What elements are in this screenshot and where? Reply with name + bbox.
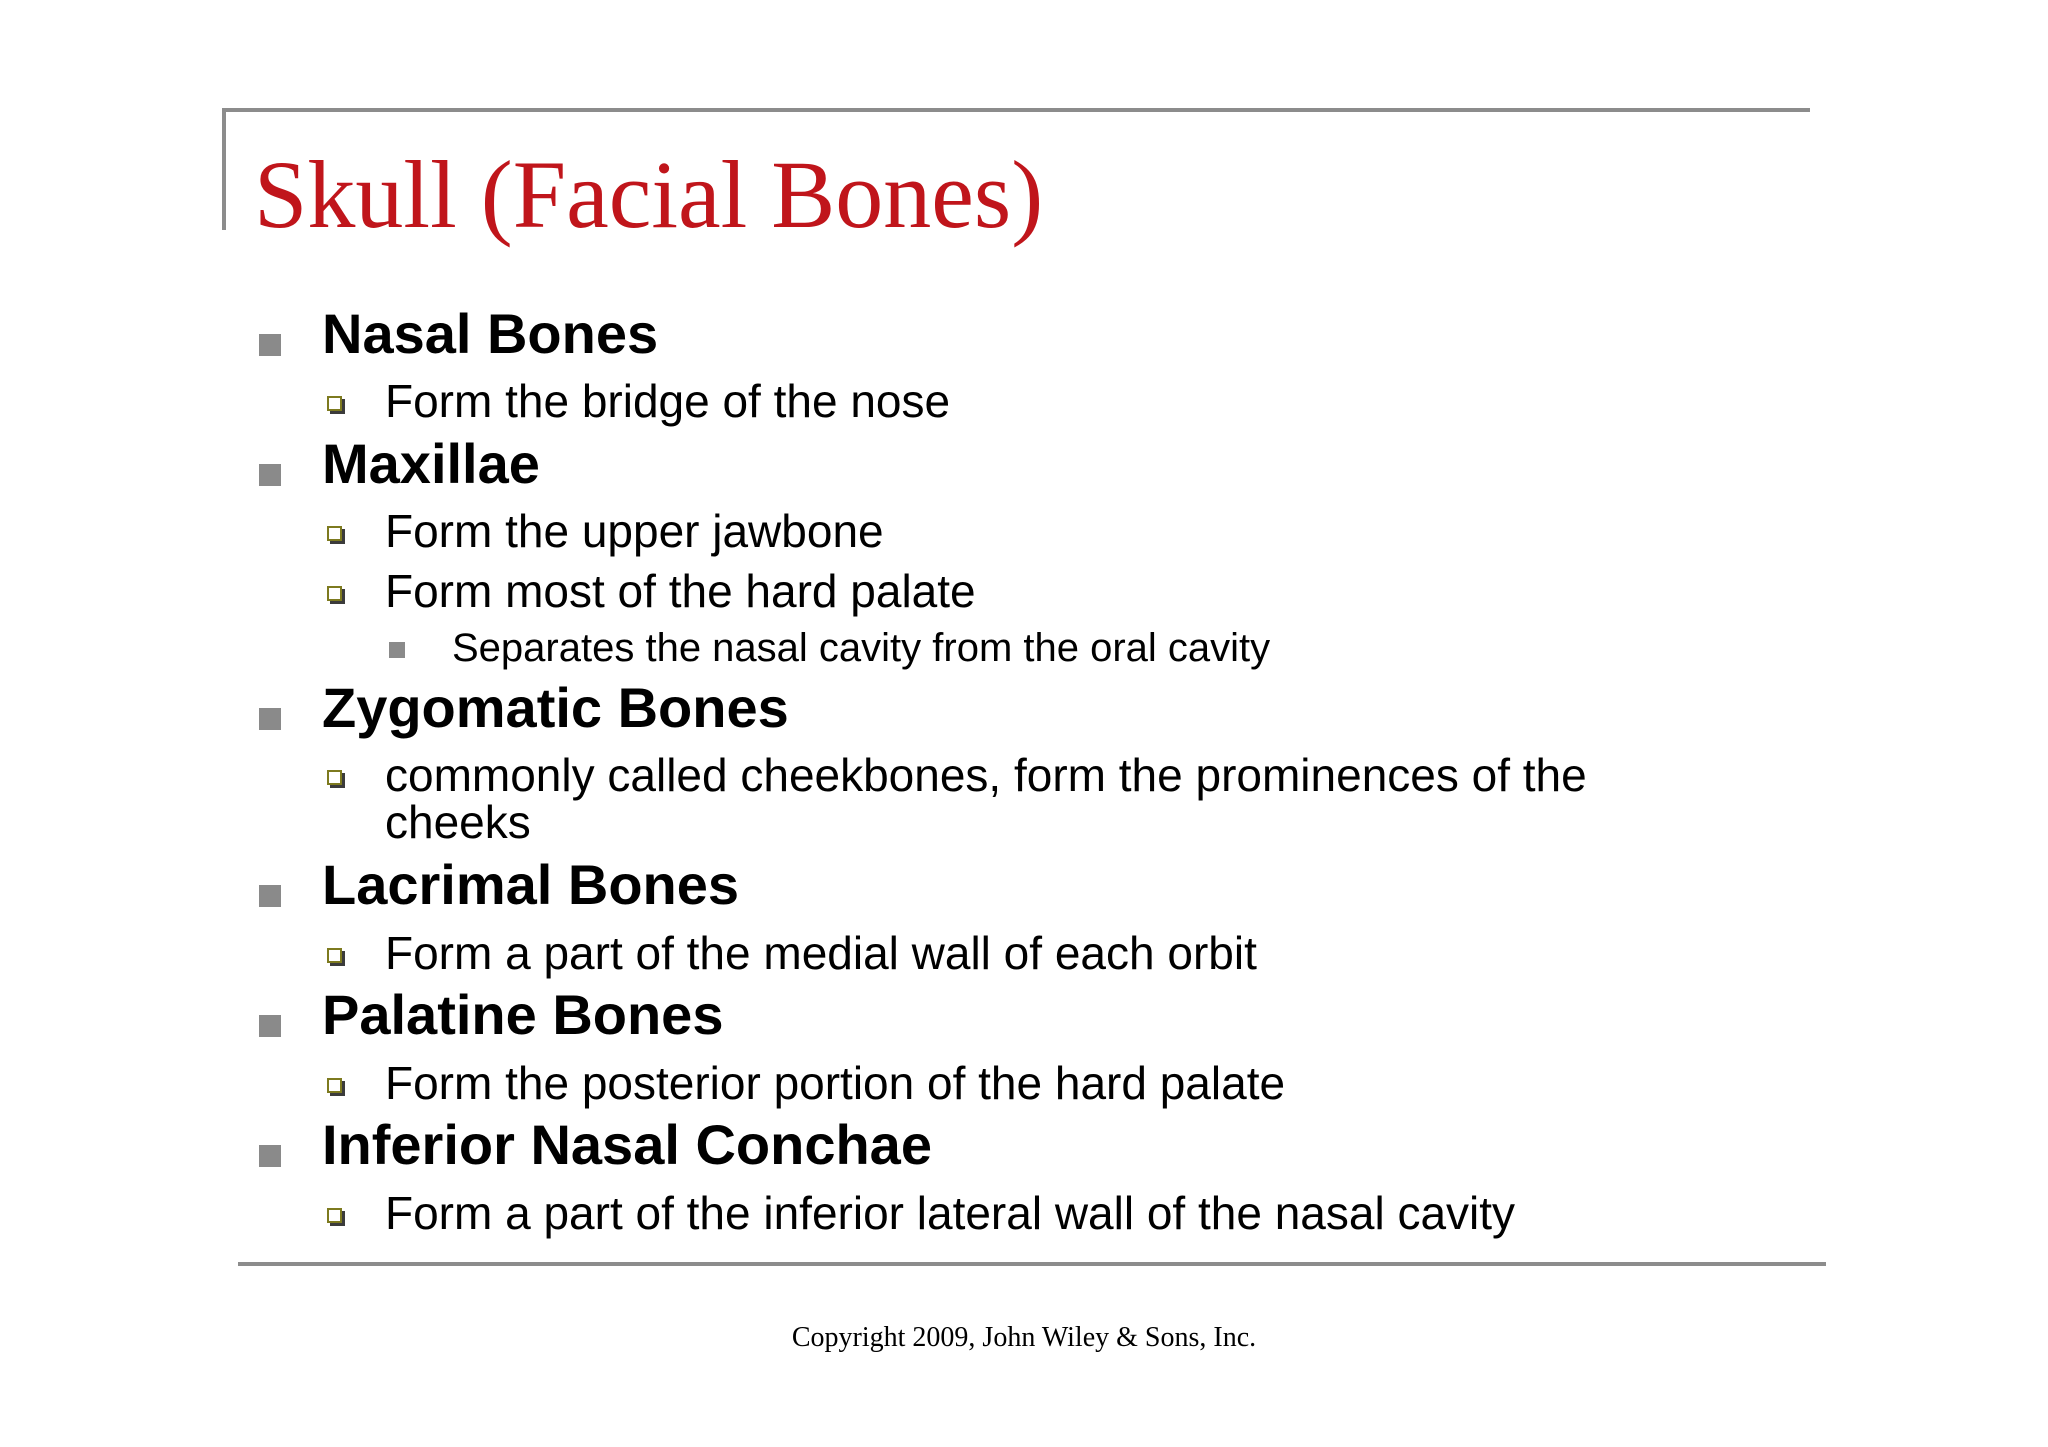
point-nasal-bones-1: Form the bridge of the nose — [385, 375, 951, 427]
heading-zygomatic-bones: Zygomatic Bones — [322, 676, 789, 739]
box-bullet-icon — [327, 396, 342, 411]
left-rule — [222, 108, 226, 230]
box-bullet-icon — [327, 526, 342, 541]
bottom-rule — [238, 1262, 1826, 1266]
square-bullet-icon — [259, 464, 281, 486]
box-bullet-icon — [327, 1078, 342, 1093]
top-rule — [222, 108, 1810, 112]
point-lacrimal-bones-1: Form a part of the medial wall of each orbit — [385, 927, 1257, 979]
point-zygomatic-bones-1: commonly called cheekbones, form the prominences of the — [385, 749, 1587, 801]
square-bullet-icon — [259, 708, 281, 730]
slide-title: Skull (Facial Bones) — [254, 141, 1044, 248]
heading-nasal-bones: Nasal Bones — [322, 302, 659, 365]
point-maxillae-2: Form most of the hard palate — [385, 565, 976, 617]
square-bullet-icon — [259, 885, 281, 907]
square-bullet-icon — [259, 1145, 281, 1167]
square-bullet-icon — [259, 1015, 281, 1037]
heading-inferior-nasal-conchae: Inferior Nasal Conchae — [322, 1113, 932, 1176]
square-bullet-icon — [259, 334, 281, 356]
heading-lacrimal-bones: Lacrimal Bones — [322, 853, 740, 916]
box-bullet-icon — [327, 1208, 342, 1223]
point-zygomatic-bones-continuation: cheeks — [385, 796, 531, 848]
heading-maxillae: Maxillae — [322, 432, 540, 495]
heading-palatine-bones: Palatine Bones — [322, 983, 724, 1046]
point-maxillae-1: Form the upper jawbone — [385, 505, 884, 557]
box-bullet-icon — [327, 586, 342, 601]
box-bullet-icon — [327, 770, 342, 785]
copyright-footer: Copyright 2009, John Wiley & Sons, Inc. — [791, 1322, 1257, 1353]
small-square-bullet-icon — [389, 642, 405, 658]
point-inferior-nasal-conchae-1: Form a part of the inferior lateral wall of the nasal cavity — [385, 1187, 1516, 1239]
box-bullet-icon — [327, 948, 342, 963]
point-palatine-bones-1: Form the posterior portion of the hard palate — [385, 1057, 1286, 1109]
subpoint-maxillae: Separates the nasal cavity from the oral cavity — [452, 626, 1271, 670]
